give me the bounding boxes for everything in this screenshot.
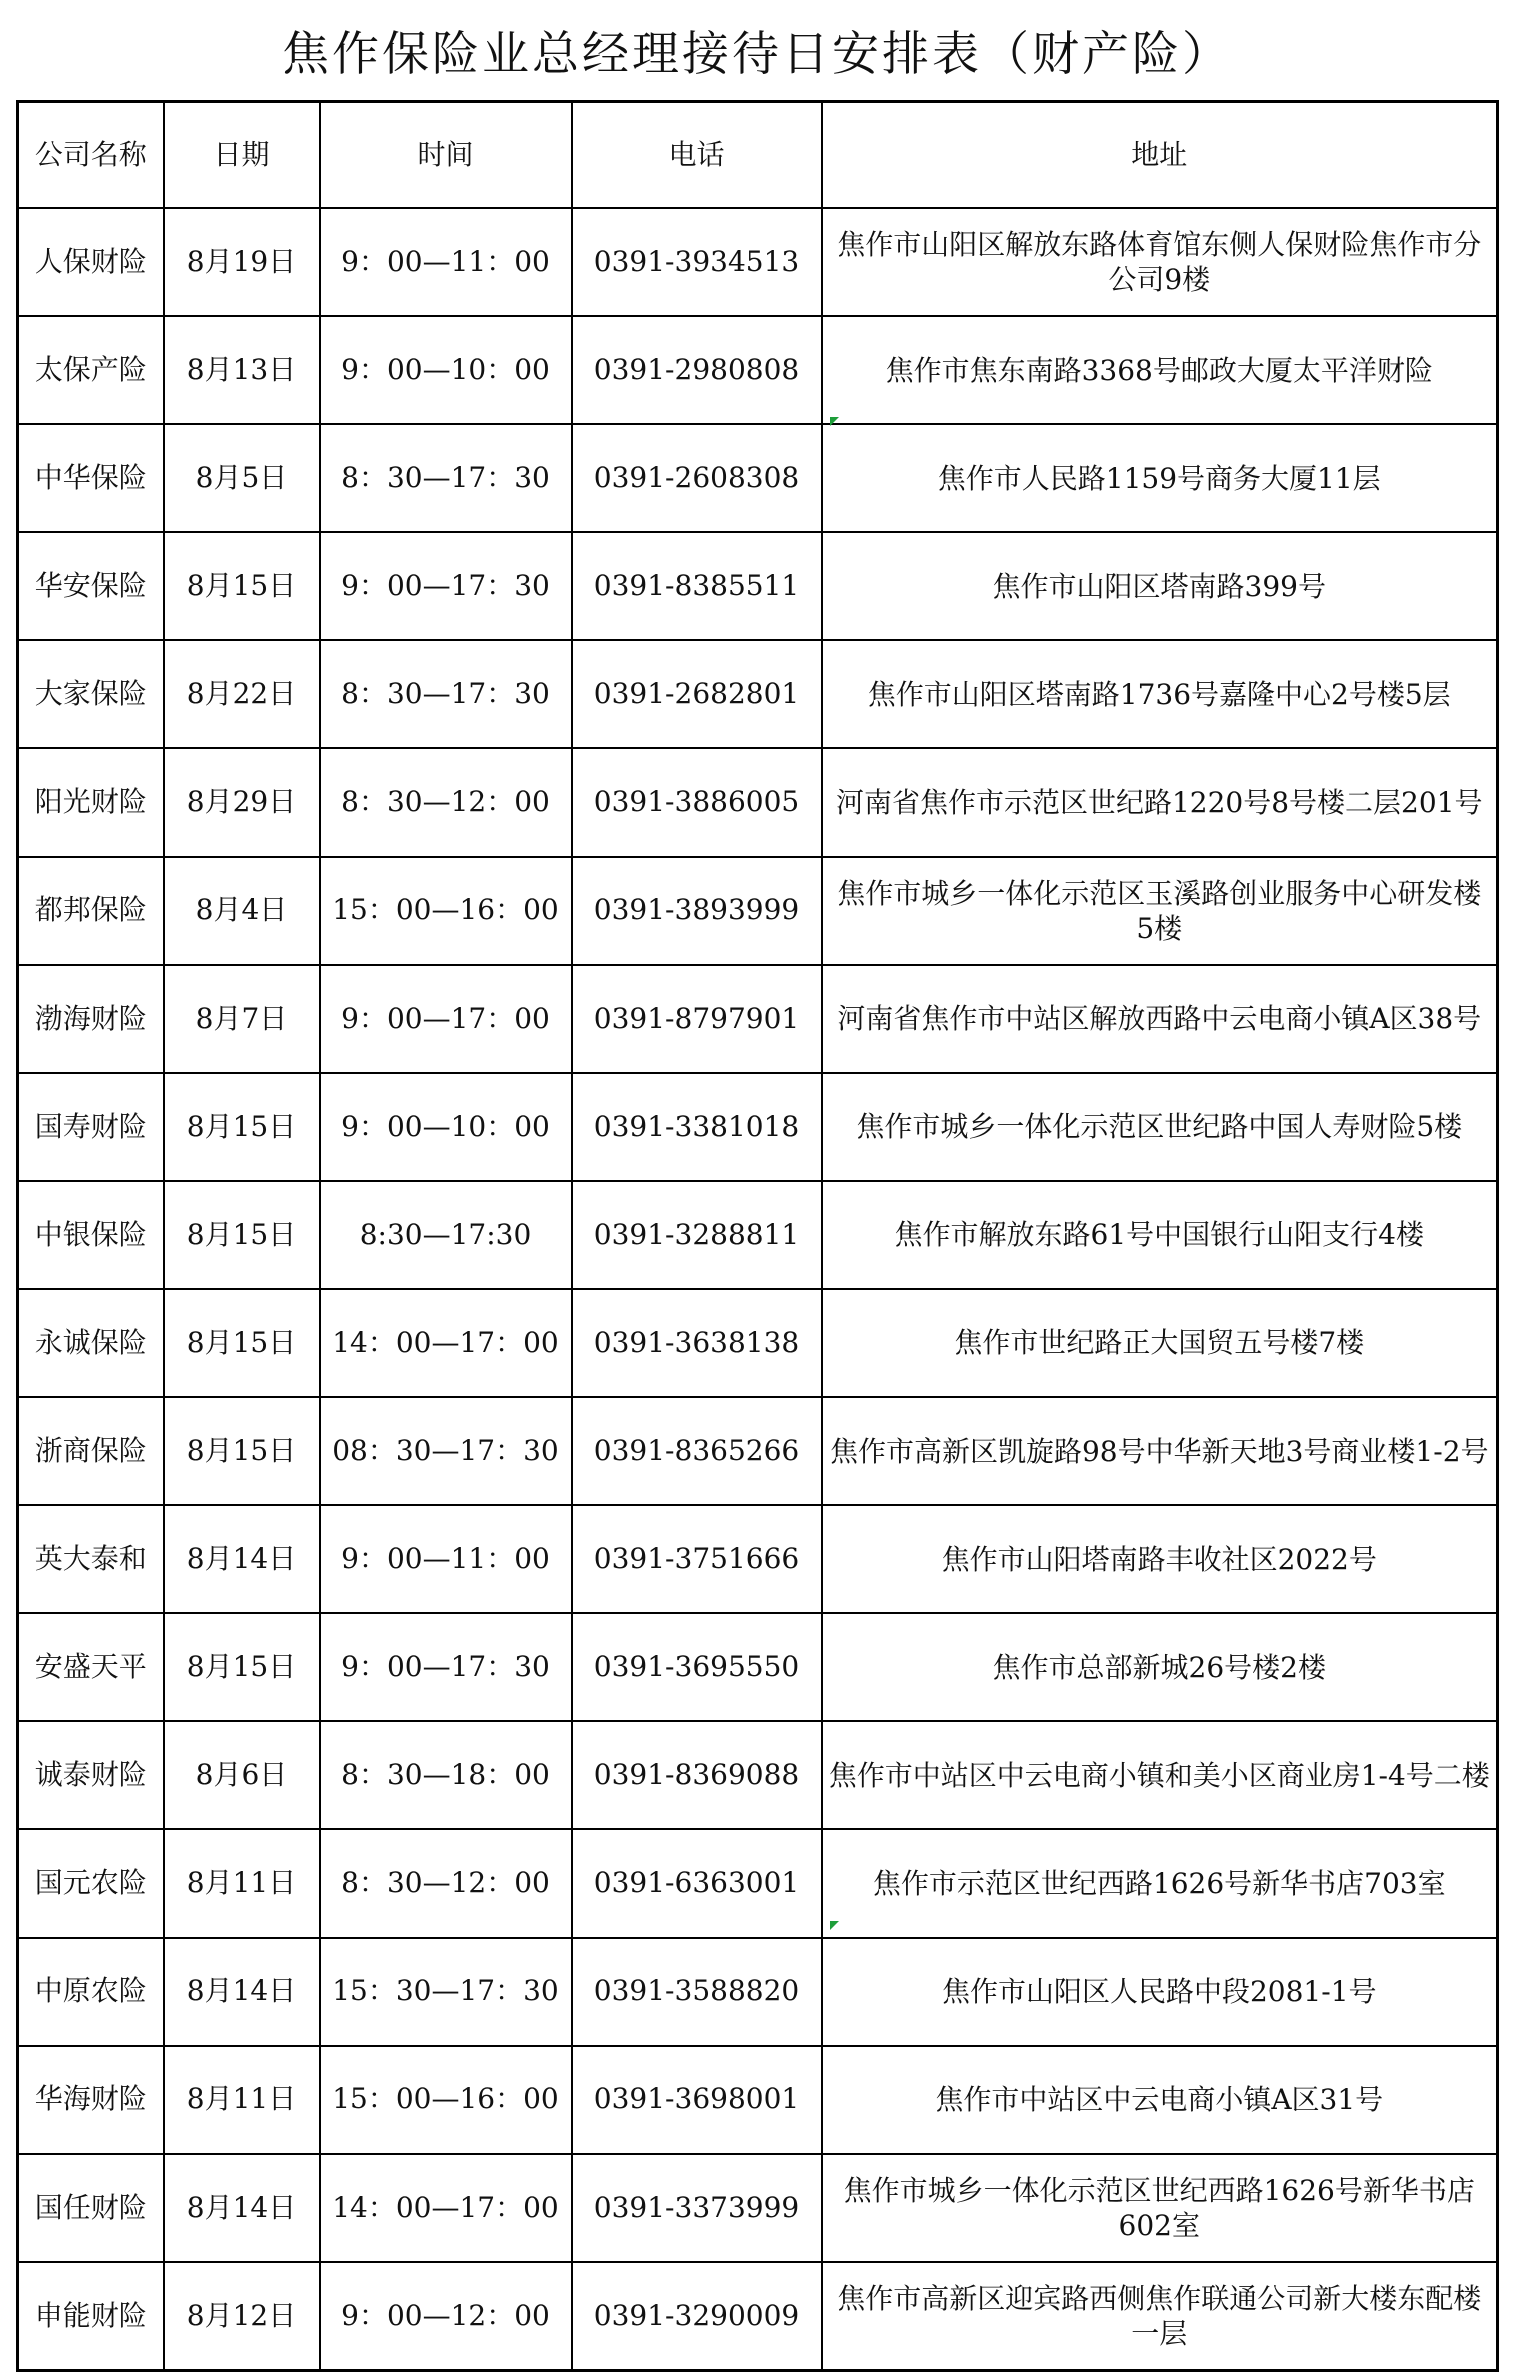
company-cell: 申能财险 <box>18 2262 164 2371</box>
company-cell: 太保产险 <box>18 316 164 424</box>
table-row <box>18 1721 1498 1829</box>
table-row <box>18 965 1498 1073</box>
phone-cell: 0391-8385511 <box>572 532 822 640</box>
address-cell: 焦作市示范区世纪西路1626号新华书店703室 <box>822 1829 1498 1937</box>
schedule-table <box>16 100 1499 2372</box>
time-cell: 9：00—10：00 <box>320 1073 572 1181</box>
date-cell: 8月4日 <box>164 857 320 965</box>
phone-cell: 0391-3886005 <box>572 748 822 856</box>
date-cell: 8月15日 <box>164 532 320 640</box>
company-cell: 都邦保险 <box>18 857 164 965</box>
company-cell: 大家保险 <box>18 640 164 748</box>
time-cell: 9：00—17：30 <box>320 1613 572 1721</box>
date-cell: 8月22日 <box>164 640 320 748</box>
time-cell: 14：00—17：00 <box>320 1289 572 1397</box>
phone-cell: 0391-2682801 <box>572 640 822 748</box>
table-row <box>18 1505 1498 1613</box>
address-cell: 焦作市城乡一体化示范区世纪路中国人寿财险5楼 <box>822 1073 1498 1181</box>
address-cell: 焦作市高新区凯旋路98号中华新天地3号商业楼1-2号 <box>822 1397 1498 1505</box>
company-cell: 安盛天平 <box>18 1613 164 1721</box>
address-cell: 焦作市山阳区人民路中段2081-1号 <box>822 1938 1498 2046</box>
address-cell: 焦作市山阳塔南路丰收社区2022号 <box>822 1505 1498 1613</box>
address-cell: 河南省焦作市示范区世纪路1220号8号楼二层201号 <box>822 748 1498 856</box>
date-cell: 8月14日 <box>164 2154 320 2262</box>
phone-cell: 0391-3588820 <box>572 1938 822 2046</box>
time-cell: 8：30—17：30 <box>320 424 572 532</box>
company-cell: 中华保险 <box>18 424 164 532</box>
address-cell: 焦作市中站区中云电商小镇A区31号 <box>822 2046 1498 2154</box>
company-cell: 阳光财险 <box>18 748 164 856</box>
company-cell: 英大泰和 <box>18 1505 164 1613</box>
company-cell: 国元农险 <box>18 1829 164 1937</box>
company-cell: 诚泰财险 <box>18 1721 164 1829</box>
date-cell: 8月14日 <box>164 1505 320 1613</box>
address-cell: 焦作市山阳区塔南路1736号嘉隆中心2号楼5层 <box>822 640 1498 748</box>
header-phone: 电话 <box>572 102 822 209</box>
address-cell: 焦作市中站区中云电商小镇和美小区商业房1-4号二楼 <box>822 1721 1498 1829</box>
date-cell: 8月15日 <box>164 1073 320 1181</box>
address-cell: 焦作市焦东南路3368号邮政大厦太平洋财险 <box>822 316 1498 424</box>
table-row <box>18 1289 1498 1397</box>
header-company: 公司名称 <box>18 102 164 209</box>
table-row <box>18 316 1498 424</box>
date-cell: 8月14日 <box>164 1938 320 2046</box>
time-cell: 9：00—12：00 <box>320 2262 572 2371</box>
phone-cell: 0391-6363001 <box>572 1829 822 1937</box>
phone-cell: 0391-3893999 <box>572 857 822 965</box>
address-cell: 焦作市世纪路正大国贸五号楼7楼 <box>822 1289 1498 1397</box>
phone-cell: 0391-3751666 <box>572 1505 822 1613</box>
date-cell: 8月11日 <box>164 2046 320 2154</box>
phone-cell: 0391-3373999 <box>572 2154 822 2262</box>
address-cell: 焦作市总部新城26号楼2楼 <box>822 1613 1498 1721</box>
date-cell: 8月13日 <box>164 316 320 424</box>
table-row <box>18 424 1498 532</box>
time-cell: 15：00—16：00 <box>320 857 572 965</box>
phone-cell: 0391-2980808 <box>572 316 822 424</box>
cell-comment-marker <box>830 417 839 426</box>
phone-cell: 0391-3288811 <box>572 1181 822 1289</box>
table-row <box>18 208 1498 316</box>
cell-comment-marker <box>830 1921 839 1930</box>
date-cell: 8月29日 <box>164 748 320 856</box>
phone-cell: 0391-3698001 <box>572 2046 822 2154</box>
phone-cell: 0391-3290009 <box>572 2262 822 2371</box>
company-cell: 人保财险 <box>18 208 164 316</box>
table-row <box>18 640 1498 748</box>
table-row <box>18 2046 1498 2154</box>
table-row <box>18 2262 1498 2371</box>
table-row <box>18 857 1498 965</box>
time-cell: 08：30—17：30 <box>320 1397 572 1505</box>
phone-cell: 0391-3695550 <box>572 1613 822 1721</box>
phone-cell: 0391-3934513 <box>572 208 822 316</box>
company-cell: 永诚保险 <box>18 1289 164 1397</box>
address-cell: 焦作市人民路1159号商务大厦11层 <box>822 424 1498 532</box>
time-cell: 14：00—17：00 <box>320 2154 572 2262</box>
address-cell: 焦作市山阳区解放东路体育馆东侧人保财险焦作市分公司9楼 <box>822 208 1498 316</box>
time-cell: 8：30—18：00 <box>320 1721 572 1829</box>
date-cell: 8月15日 <box>164 1289 320 1397</box>
header-time: 时间 <box>320 102 572 209</box>
table-header-row <box>18 102 1498 209</box>
date-cell: 8月19日 <box>164 208 320 316</box>
time-cell: 15：00—16：00 <box>320 2046 572 2154</box>
address-cell: 焦作市城乡一体化示范区玉溪路创业服务中心研发楼5楼 <box>822 857 1498 965</box>
date-cell: 8月15日 <box>164 1397 320 1505</box>
time-cell: 15：30—17：30 <box>320 1938 572 2046</box>
address-cell: 焦作市山阳区塔南路399号 <box>822 532 1498 640</box>
phone-cell: 0391-3381018 <box>572 1073 822 1181</box>
header-address: 地址 <box>822 102 1498 209</box>
company-cell: 渤海财险 <box>18 965 164 1073</box>
time-cell: 8:30—17:30 <box>320 1181 572 1289</box>
header-date: 日期 <box>164 102 320 209</box>
address-cell: 焦作市城乡一体化示范区世纪西路1626号新华书店602室 <box>822 2154 1498 2262</box>
table-row <box>18 748 1498 856</box>
table-row <box>18 1829 1498 1937</box>
company-cell: 国任财险 <box>18 2154 164 2262</box>
time-cell: 9：00—17：00 <box>320 965 572 1073</box>
time-cell: 8：30—12：00 <box>320 748 572 856</box>
date-cell: 8月15日 <box>164 1613 320 1721</box>
phone-cell: 0391-2608308 <box>572 424 822 532</box>
date-cell: 8月7日 <box>164 965 320 1073</box>
table-row <box>18 1181 1498 1289</box>
company-cell: 华海财险 <box>18 2046 164 2154</box>
address-cell: 焦作市高新区迎宾路西侧焦作联通公司新大楼东配楼一层 <box>822 2262 1498 2371</box>
phone-cell: 0391-8797901 <box>572 965 822 1073</box>
table-row <box>18 532 1498 640</box>
company-cell: 国寿财险 <box>18 1073 164 1181</box>
company-cell: 华安保险 <box>18 532 164 640</box>
table-row <box>18 1073 1498 1181</box>
date-cell: 8月6日 <box>164 1721 320 1829</box>
time-cell: 9：00—10：00 <box>320 316 572 424</box>
phone-cell: 0391-3638138 <box>572 1289 822 1397</box>
table-row <box>18 1938 1498 2046</box>
date-cell: 8月15日 <box>164 1181 320 1289</box>
phone-cell: 0391-8369088 <box>572 1721 822 1829</box>
date-cell: 8月5日 <box>164 424 320 532</box>
time-cell: 8：30—12：00 <box>320 1829 572 1937</box>
company-cell: 中银保险 <box>18 1181 164 1289</box>
address-cell: 焦作市解放东路61号中国银行山阳支行4楼 <box>822 1181 1498 1289</box>
phone-cell: 0391-8365266 <box>572 1397 822 1505</box>
table-row <box>18 1397 1498 1505</box>
time-cell: 9：00—11：00 <box>320 1505 572 1613</box>
date-cell: 8月11日 <box>164 1829 320 1937</box>
time-cell: 9：00—17：30 <box>320 532 572 640</box>
table-row <box>18 1613 1498 1721</box>
table-row <box>18 2154 1498 2262</box>
page-title: 焦作保险业总经理接待日安排表（财产险） <box>282 26 1232 82</box>
time-cell: 9：00—11：00 <box>320 208 572 316</box>
date-cell: 8月12日 <box>164 2262 320 2371</box>
company-cell: 浙商保险 <box>18 1397 164 1505</box>
time-cell: 8：30—17：30 <box>320 640 572 748</box>
company-cell: 中原农险 <box>18 1938 164 2046</box>
address-cell: 河南省焦作市中站区解放西路中云电商小镇A区38号 <box>822 965 1498 1073</box>
